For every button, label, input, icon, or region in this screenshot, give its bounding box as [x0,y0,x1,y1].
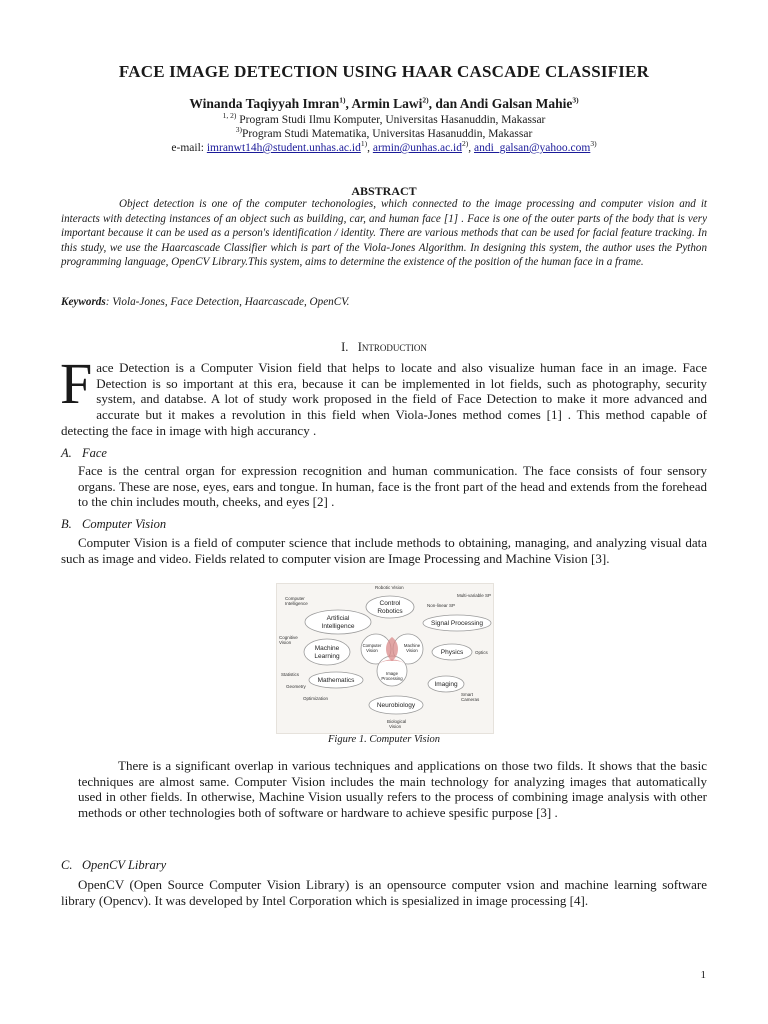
subsection-title: Face [82,446,107,460]
email-link-1[interactable]: imranwt14h@student.unhas.ac.id [206,142,361,154]
artificial-intelligence-bubble [305,610,371,634]
author-1: Winanda Taqiyyah Imran [189,96,340,111]
label-statistics: Statistics [281,672,300,677]
label-control-robotics-1: Control [379,600,401,607]
drop-cap: F [60,351,93,416]
subsection-letter: A. [61,446,72,460]
author-separator: , dan [428,96,460,111]
label-signal-processing: Signal Processing [430,620,484,627]
abstract-text: Object detection is one of the computer techonologies, which connected to the image processing and computer vision and it interacts with detecting instances of an object such as building, car, and human face [1] . Face is one of the outer parts of the body that is very important because it can be used as a person's identification / identity. There are various methods that can be used for facial feature tracking. In this study, we use the Haarcascade Classifier which is part of the Viola-Jones Algorithm. In designing this system, the author uses the Python programming language, OpenCV Library.This system, aims to determine the existence of the position of the human face in a frame. [61,198,707,269]
affiliation-2 [0,125,768,141]
label-neurobiology: Neurobiology [376,702,416,709]
email-link-2[interactable]: armin@unhas.ac.id [372,142,463,154]
email-mark: 3) [590,139,597,149]
label-machine-vision-1: Machine [403,643,421,648]
keywords [61,296,707,308]
abstract-heading: ABSTRACT [351,184,417,198]
keywords-text: : Viola-Jones, Face Detection, Haarcascade, OpenCV. [105,296,350,308]
figure-caption: Figure 1. Computer Vision [328,734,440,745]
label-machine-vision-2: Vision [406,648,418,653]
label-smart-cameras-2: Cameras [461,697,480,702]
subsection-letter: B. [61,517,72,531]
label-imaging: Imaging [434,681,458,688]
author-2: Armin Lawi [351,96,423,111]
label-smart-cameras-1: Smart [461,692,474,697]
label-geometry: Geometry [286,684,306,689]
opencv-paragraph: OpenCV (Open Source Computer Vision Library) is an opensource computer vsion and machine learning software library (Opencv). It was developed by Intel Corporation which is spesialized in image processing [4]. [61,877,707,908]
face-paragraph: Face is the central organ for expression recognition and human communication. The face consists of four sensory organs. These are nose, eyes, ears and tongue. In human, face is the front part of the head and extends from the forehead to the chin includes mouth, cheeks, and eyes [2] . [78,463,707,510]
label-image-processing-2: Processing [381,676,403,681]
section-heading-introduction [0,340,768,355]
section-title: Introduction [357,340,427,354]
affiliation-text: Program Studi Ilmu Komputer, Universitas Hasanuddin, Makassar [236,114,546,126]
author-3: Andi Galsan Mahie [459,96,573,111]
email-separator: , [367,142,373,154]
overlap-paragraph: There is a significant overlap in various techniques and applications on those two filds. It shows that the basic techniques are almost same. Computer Vision includes the main technology for analyzing images that automatically used in other fields. In otherwise, Machine Vision usually refers to the process of combining image analysis with other methods or other technologies both of software or hardware to achieve spesific purpose [3] . [78,758,707,821]
author-3-mark: 3) [572,95,579,105]
computer-vision-paragraph: Computer Vision is a field of computer science that include methods to obtaining, managing, and analyzing visual data such as image and video. Fields related to computer vision are Image Processing and Machine Vision [3]. [61,535,707,566]
affiliation-1 [0,111,768,127]
author-2-mark: 2) [422,95,429,105]
label-multi-variable-sp: Multi-variable SP [457,593,492,598]
label-non-linear-sp: Non-linear SP [427,603,456,608]
author-line [0,96,768,112]
email-line [0,139,768,154]
label-mathematics: Mathematics [317,677,355,684]
email-separator: , [468,142,475,154]
label-biological-vision-1: Biological [387,719,407,724]
label-machine-learning-2: Learning [314,653,340,660]
label-artificial-intelligence-1: Artificial [326,615,350,622]
label-robotic-vision: Robotic Vision [375,585,404,590]
subsection-heading-opencv [61,858,166,873]
keywords-label: Keywords [61,296,106,308]
affiliation-text: Program Studi Matematika, Universitas Hasanuddin, Makassar [241,128,533,140]
label-physics: Physics [440,649,464,656]
label-computer-vision-2: Vision [366,648,378,653]
section-number: I. [341,340,349,354]
label-computer-vision-1: Computer [362,643,382,648]
introduction-text: ace Detection is a Computer Vision field that helps to locate and also visualize human face in an image. Face Detection is so important at this era, because it can be implemented in lot fields, such as photography, security system, and databse. A lot of study work proposed in the field of Face Detection to make it more advanced and accurate but it makes a revolution in this field when Viola-Jones method comes [1] . This method capable of detecting the face in image with high accurancy . [61,360,707,438]
affiliation-mark: 1, 2) [222,111,237,121]
author-1-mark: 1) [339,95,346,105]
subsection-heading-computer-vision [61,517,166,532]
label-artificial-intelligence-2: Intelligence [321,623,355,630]
machine-learning-bubble [304,639,350,665]
subsection-title: Computer Vision [82,517,167,531]
email-label: e-mail: [171,142,207,154]
email-link-3[interactable]: andi_galsan@yahoo.com [474,142,591,154]
email-mark: 1) [360,139,368,149]
label-control-robotics-2: Robotics [377,608,403,615]
computer-vision-diagram [277,584,493,733]
subsection-heading-face [61,446,107,461]
label-optimization: Optimization [303,696,329,701]
introduction-paragraph [60,351,707,439]
author-separator: , [345,96,352,111]
label-image-processing-1: Image [386,671,398,676]
label-computer-intelligence-2: Intelligence [285,601,308,606]
label-biological-vision-2: Vision [389,724,402,729]
label-cognitive-vision-2: Vision [279,640,292,645]
computer-vision-figure [276,583,494,734]
subsection-title: OpenCV Library [82,858,167,872]
label-computer-intelligence-1: Computer [285,596,305,601]
page-number: 1 [700,969,706,981]
label-optics: Optics [475,650,488,655]
email-mark: 2) [462,139,469,149]
affiliation-mark: 3) [235,125,242,135]
subsection-letter: C. [61,858,73,872]
label-cognitive-vision-1: Cognitive [279,635,298,640]
label-machine-learning-1: Machine [314,645,340,652]
paper-title: FACE IMAGE DETECTION USING HAAR CASCADE CLASSIFIER [118,62,650,81]
